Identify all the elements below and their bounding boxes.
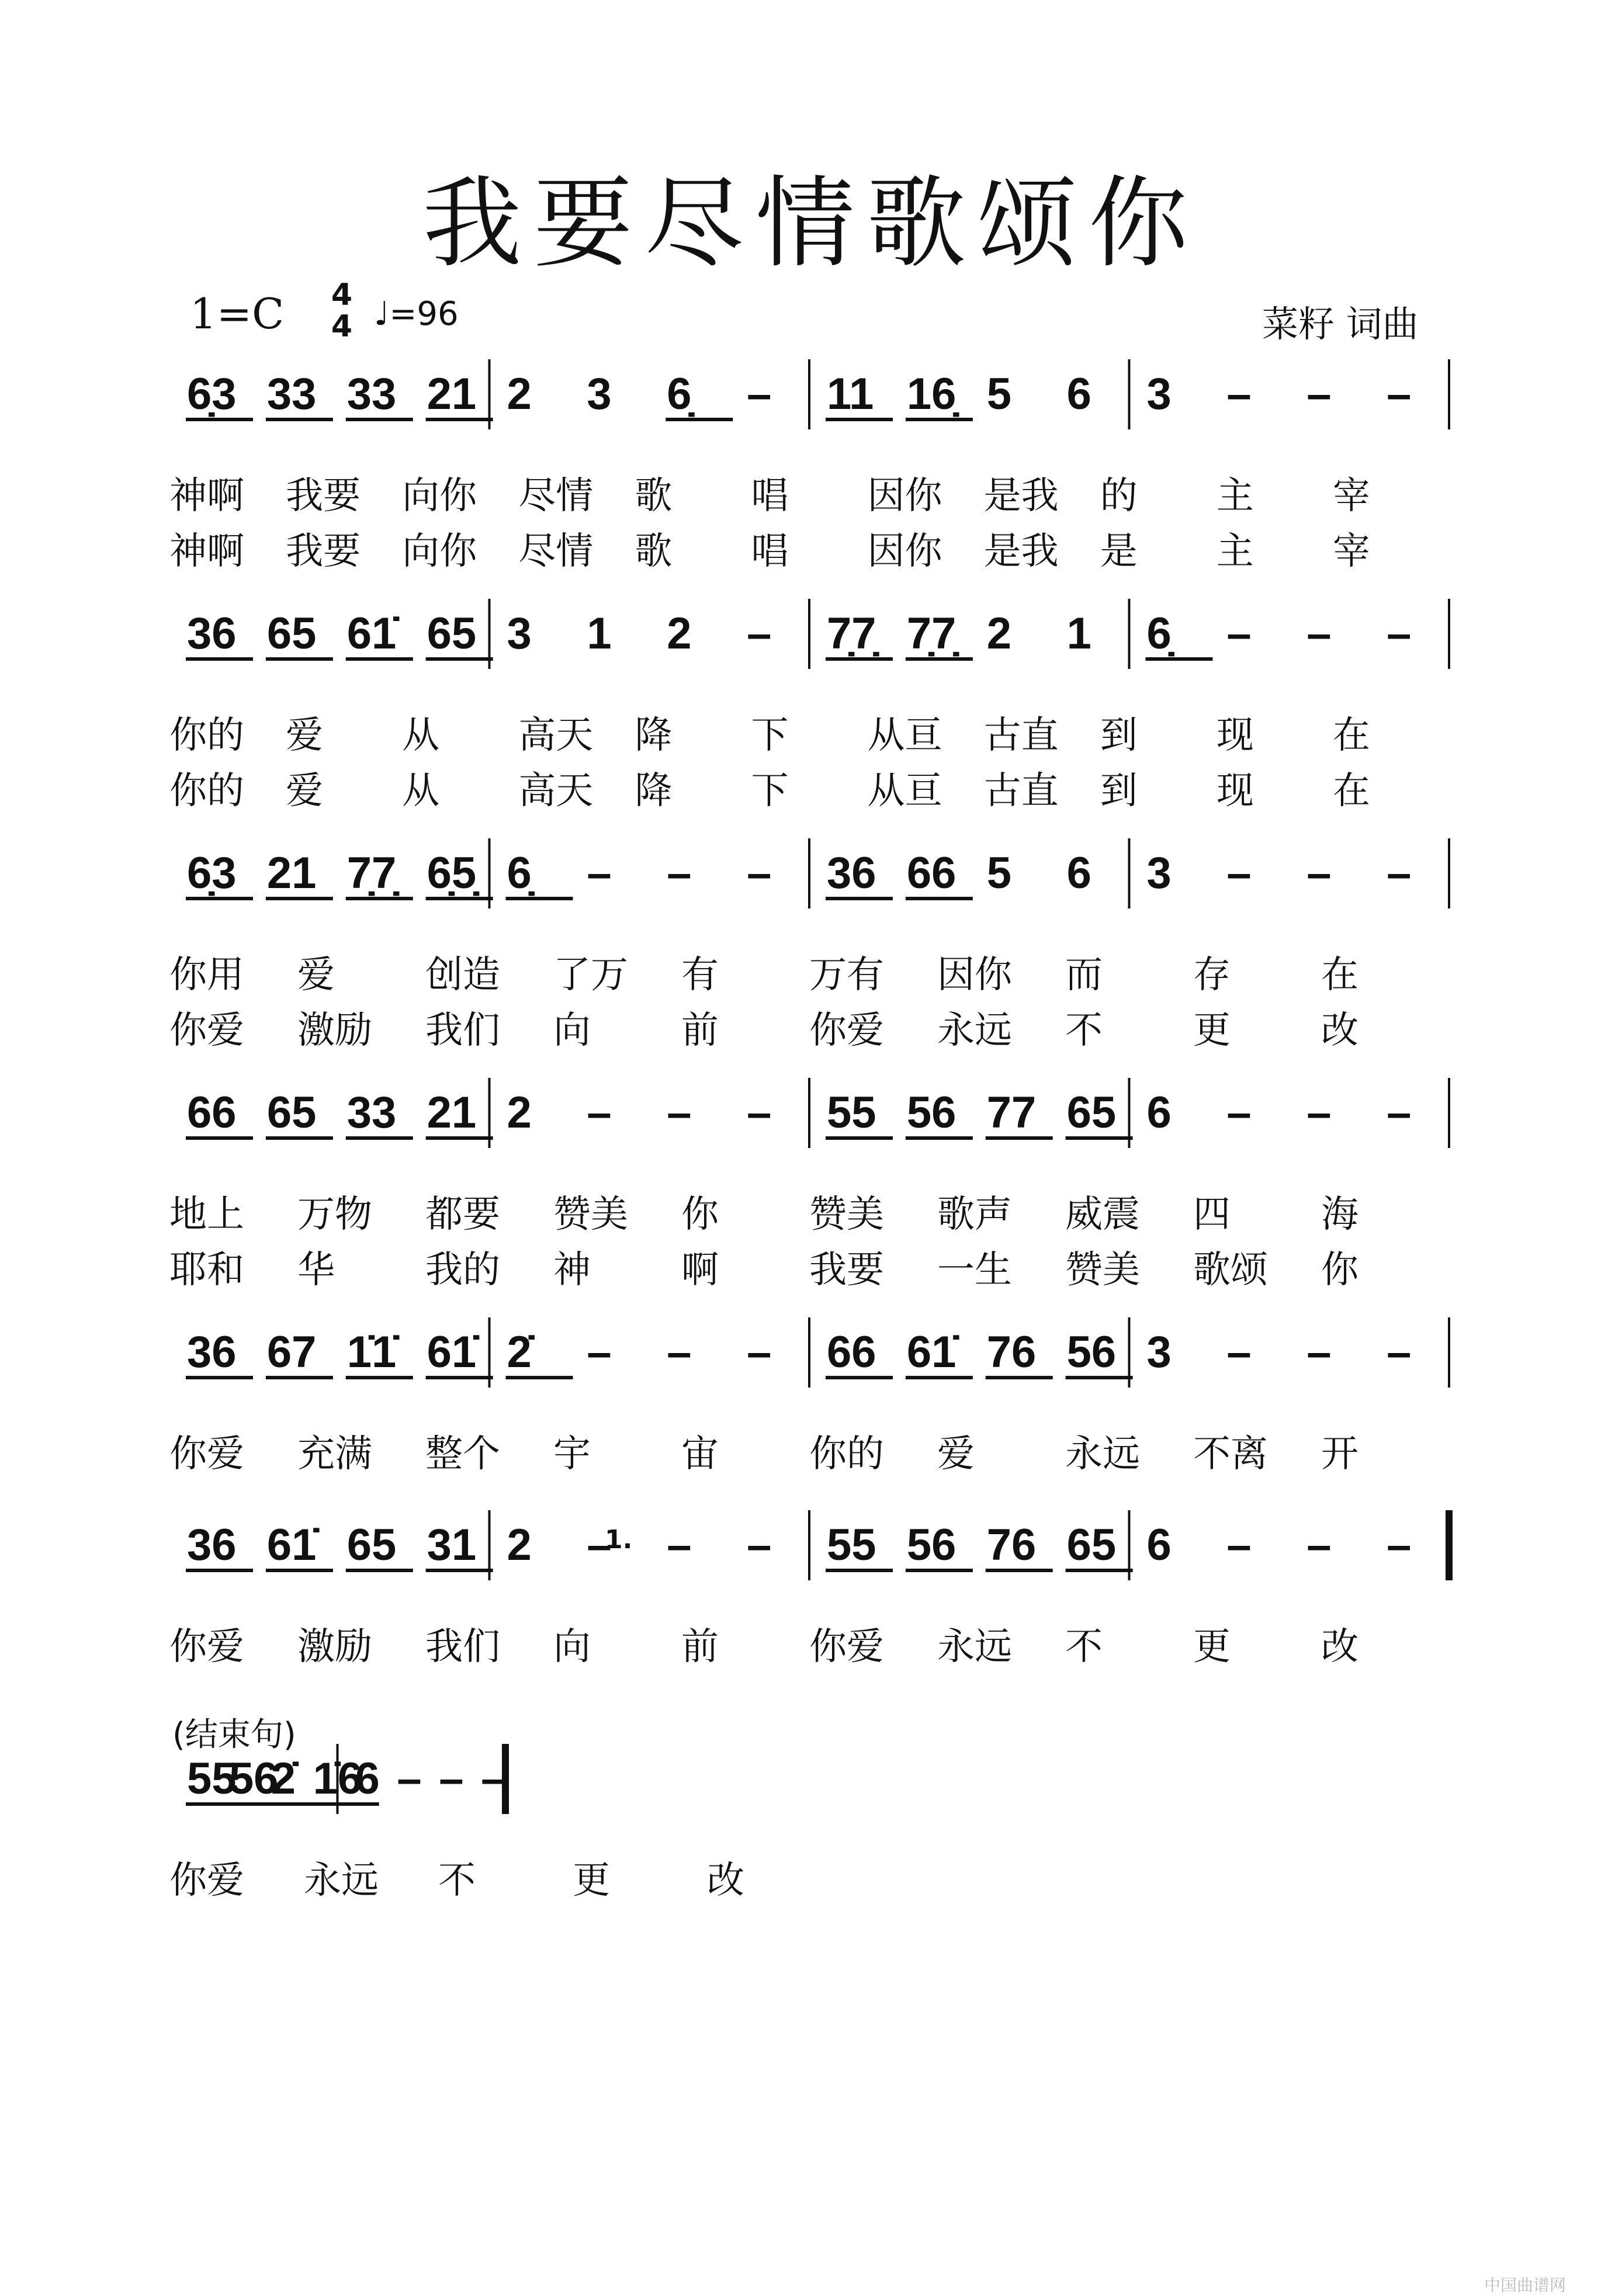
note-token: 1	[587, 609, 612, 658]
note-token: 56	[228, 1754, 279, 1803]
note-token: 56	[906, 1520, 956, 1570]
note-token: 33	[266, 369, 317, 419]
note-token: –	[667, 848, 692, 898]
lyric-word: 存	[1193, 953, 1231, 997]
lyric-word: 四	[1193, 1193, 1231, 1236]
lyric-word: 是我	[983, 474, 1059, 518]
composer-credit: 菜籽 词曲	[1262, 303, 1419, 345]
note-token: –	[1306, 609, 1332, 658]
lyric-word: 不	[1065, 1625, 1103, 1669]
lyric-word: 而	[1065, 953, 1103, 997]
note-token: 65	[1066, 1088, 1117, 1137]
lyric-word: 从	[402, 769, 440, 813]
lyric-word: 华	[297, 1248, 335, 1292]
site-watermark: 中国曲谱网	[1484, 2276, 1566, 2295]
lyric-word: 爱	[286, 714, 324, 757]
lyric-word: 到	[1100, 714, 1138, 757]
note-token: –	[747, 1520, 772, 1570]
lyric-word: 我要	[809, 1248, 884, 1292]
note-token: –	[747, 1327, 772, 1377]
lyric-word: 向	[553, 1009, 591, 1052]
ending-label: (结束句)	[172, 1716, 296, 1754]
lyric-word: 改	[1321, 1625, 1358, 1669]
lyric-word: 的	[1100, 474, 1138, 518]
note-token: 6	[1066, 848, 1091, 898]
lyric-word: 宰	[1332, 474, 1370, 518]
lyric-word: 古直	[983, 714, 1059, 757]
lyric-word: 爱	[937, 1433, 975, 1476]
note-token: 36	[187, 609, 237, 658]
lyric-word: 不	[438, 1859, 476, 1902]
note-token: 2̇	[507, 1327, 532, 1377]
note-token: 33	[346, 1088, 397, 1137]
lyric-word: 唱	[751, 530, 789, 573]
lyric-word: 更	[1193, 1009, 1231, 1052]
note-token: 65	[266, 609, 317, 658]
note-token: 65	[346, 1520, 397, 1570]
note-token: 1	[1066, 609, 1091, 658]
note-token: 65	[266, 1088, 317, 1137]
note-token: 6̣3	[187, 369, 237, 419]
note-token: –	[1387, 369, 1412, 419]
lyric-word: 永远	[1065, 1433, 1140, 1476]
note-token: –	[587, 1520, 612, 1570]
lyric-word: 更	[573, 1859, 610, 1902]
note-token: 36	[827, 848, 876, 898]
lyric-word: 整个	[425, 1433, 500, 1476]
lyric-word: 因你	[867, 474, 942, 518]
note-token: 3	[1146, 1327, 1172, 1377]
note-token: 65	[1066, 1520, 1117, 1570]
lyric-word: 充满	[297, 1433, 372, 1476]
lyric-word: 下	[751, 769, 789, 813]
note-token: 7̣7̣	[346, 848, 397, 898]
note-token: –	[1306, 369, 1332, 419]
note-token: 21	[266, 848, 317, 898]
note-token: –	[747, 1088, 772, 1137]
note-token: 7̣7̣	[827, 609, 876, 658]
note-token: –	[667, 1088, 692, 1137]
note-token: 21	[427, 369, 477, 419]
note-token: 66	[187, 1088, 237, 1137]
lyric-word: 在	[1332, 714, 1370, 757]
note-token: 61̇	[266, 1520, 317, 1570]
note-token: 3	[1146, 848, 1172, 898]
lyric-word: 主	[1216, 530, 1254, 573]
lyric-word: 尽情	[518, 530, 594, 573]
meter-top: 4	[331, 278, 353, 313]
note-token: –	[1306, 1327, 1332, 1377]
note-token: 6̣3	[187, 848, 237, 898]
note-token: 56	[906, 1088, 956, 1137]
note-token: 2	[667, 609, 692, 658]
lyric-word: 啊	[681, 1248, 719, 1292]
lyric-word: 赞美	[1065, 1248, 1140, 1292]
lyric-word: 你爱	[169, 1859, 244, 1902]
lyric-word: 向	[553, 1625, 591, 1669]
lyric-word: 我要	[286, 530, 361, 573]
note-token: –	[1387, 848, 1412, 898]
note-token: –	[1226, 369, 1252, 419]
lyric-word: 从	[402, 714, 440, 757]
lyric-word: 你爱	[809, 1625, 884, 1669]
lyric-word: 耶和	[169, 1248, 244, 1292]
lyric-word: 地上	[169, 1193, 244, 1236]
lyric-word: 我要	[286, 474, 361, 518]
lyric-word: 高天	[518, 769, 594, 813]
note-token: 2	[507, 1088, 532, 1137]
note-token: 55	[187, 1754, 237, 1803]
note-token: –	[747, 609, 772, 658]
note-token: –	[1387, 1520, 1412, 1570]
lyric-word: 降	[635, 714, 673, 757]
note-token: 67	[266, 1327, 317, 1377]
note-token: 5	[986, 848, 1012, 898]
lyric-word: 赞美	[809, 1193, 884, 1236]
lyric-word: 你的	[809, 1433, 884, 1476]
lyric-word: 因你	[937, 953, 1012, 997]
note-token: 6̣5̣	[427, 848, 477, 898]
lyric-word: 你爱	[809, 1009, 884, 1052]
lyric-word: 神	[553, 1248, 591, 1292]
note-token: 2	[507, 369, 532, 419]
lyric-word: 你的	[169, 714, 244, 757]
note-token: 55	[827, 1088, 876, 1137]
lyric-word: 我们	[425, 1009, 500, 1052]
lyric-word: 激励	[297, 1009, 372, 1052]
lyric-word: 主	[1216, 474, 1254, 518]
note-token: 36	[187, 1520, 237, 1570]
lyric-word: 威震	[1065, 1193, 1140, 1236]
note-token: 56	[1066, 1327, 1117, 1377]
note-token: –	[1226, 848, 1252, 898]
lyric-word: 更	[1193, 1625, 1231, 1669]
note-token: 61̇	[427, 1327, 477, 1377]
note-token: 2	[507, 1520, 532, 1570]
lyric-word: 赞美	[553, 1193, 628, 1236]
lyric-word: 歌声	[937, 1193, 1012, 1236]
lyric-word: 你爱	[169, 1009, 244, 1052]
lyric-word: 因你	[867, 530, 942, 573]
note-token: –	[1226, 1520, 1252, 1570]
lyric-word: 从亘	[867, 769, 942, 813]
lyric-word: 有	[681, 953, 719, 997]
note-token: –	[397, 1754, 422, 1803]
note-token: 11	[827, 369, 874, 419]
lyric-word: 前	[681, 1009, 719, 1052]
lyric-word: 都要	[425, 1193, 500, 1236]
key-signature: 1=C	[190, 289, 285, 338]
note-token: –	[587, 1088, 612, 1137]
note-token: 31	[427, 1520, 477, 1570]
lyric-word: 创造	[425, 953, 500, 997]
note-token: 2̇	[271, 1754, 296, 1803]
note-token: –	[439, 1754, 464, 1803]
note-token: –	[587, 848, 612, 898]
lyric-word: 向你	[402, 474, 477, 518]
lyric-word: 神啊	[169, 530, 244, 573]
lyric-word: 是我	[983, 530, 1059, 573]
note-token: –	[667, 1520, 692, 1570]
lyric-word: 在	[1332, 769, 1370, 813]
note-token: 61̇	[906, 1327, 956, 1377]
lyric-word: 尽情	[518, 474, 594, 518]
note-token: 3	[587, 369, 612, 419]
note-token: 2	[986, 609, 1012, 658]
lyric-word: 神啊	[169, 474, 244, 518]
note-token: 6̣	[507, 848, 532, 898]
lyric-word: 万有	[809, 953, 884, 997]
volta-mark: 1.	[605, 1525, 633, 1555]
lyric-word: 唱	[751, 474, 789, 518]
note-token: 65	[427, 609, 477, 658]
lyric-word: 现	[1216, 714, 1254, 757]
lyric-word: 永远	[937, 1625, 1012, 1669]
meter-bottom: 4	[331, 309, 353, 344]
note-token: –	[747, 369, 772, 419]
lyric-word: 不	[1065, 1009, 1103, 1052]
note-token: 76	[986, 1327, 1037, 1377]
lyric-word: 我们	[425, 1625, 500, 1669]
lyric-word: 现	[1216, 769, 1254, 813]
lyric-word: 永远	[937, 1009, 1012, 1052]
note-token: –	[1306, 1520, 1332, 1570]
lyric-word: 宰	[1332, 530, 1370, 573]
lyric-word: 宇	[553, 1433, 591, 1476]
note-token: –	[1306, 1088, 1332, 1137]
note-token: 1̇1̇	[346, 1327, 397, 1377]
lyric-word: 高天	[518, 714, 594, 757]
lyric-word: 海	[1321, 1193, 1358, 1236]
lyric-word: 歌	[635, 474, 673, 518]
lyric-word: 在	[1321, 953, 1358, 997]
note-token: 3	[507, 609, 532, 658]
note-token: 55	[827, 1520, 876, 1570]
note-token: –	[1387, 1327, 1412, 1377]
note-token: 6	[1146, 1520, 1172, 1570]
note-token: –	[667, 1327, 692, 1377]
note-token: –	[1306, 848, 1332, 898]
tempo-marking: ♩=96	[374, 295, 459, 333]
note-token: 1̇6	[313, 1754, 363, 1803]
lyric-word: 激励	[297, 1625, 372, 1669]
note-token: 76	[986, 1520, 1037, 1570]
note-token: 77	[986, 1088, 1037, 1137]
lyric-word: 你用	[169, 953, 244, 997]
lyric-word: 万物	[297, 1193, 372, 1236]
lyric-word: 爱	[286, 769, 324, 813]
note-token: 61̇	[346, 609, 397, 658]
note-token: –	[747, 848, 772, 898]
lyric-word: 到	[1100, 769, 1138, 813]
lyric-word: 前	[681, 1625, 719, 1669]
lyric-word: 宙	[681, 1433, 719, 1476]
lyric-word: 歌	[635, 530, 673, 573]
note-token: 6̣	[667, 369, 692, 419]
lyric-word: 改	[1321, 1009, 1358, 1052]
note-token: 6̣	[1146, 609, 1172, 658]
note-token: –	[587, 1327, 612, 1377]
note-token: 16̣	[906, 369, 956, 419]
lyric-word: 我的	[425, 1248, 500, 1292]
lyric-word: 爱	[297, 953, 335, 997]
lyric-word: 古直	[983, 769, 1059, 813]
lyric-word: 是	[1100, 530, 1138, 573]
lyric-word: 从亘	[867, 714, 942, 757]
note-token: 66	[906, 848, 956, 898]
lyric-word: 歌颂	[1193, 1248, 1268, 1292]
lyric-word: 永远	[304, 1859, 379, 1902]
note-token: –	[481, 1754, 506, 1803]
lyric-word: 下	[751, 714, 789, 757]
lyric-word: 一生	[937, 1248, 1012, 1292]
note-token: –	[1226, 1327, 1252, 1377]
lyric-word: 降	[635, 769, 673, 813]
note-token: –	[1387, 1088, 1412, 1137]
note-token: 21	[427, 1088, 477, 1137]
note-token: 7̣7̣	[906, 609, 956, 658]
note-token: –	[1226, 609, 1252, 658]
lyric-word: 开	[1321, 1433, 1358, 1476]
note-token: 36	[187, 1327, 237, 1377]
note-token: 66	[827, 1327, 876, 1377]
note-token: –	[1387, 609, 1412, 658]
lyric-word: 你	[1321, 1248, 1358, 1292]
lyric-word: 你的	[169, 769, 244, 813]
note-token: 33	[346, 369, 397, 419]
note-token: –	[1226, 1088, 1252, 1137]
lyric-word: 了万	[553, 953, 628, 997]
note-token: 6	[1146, 1088, 1172, 1137]
lyric-word: 你爱	[169, 1433, 244, 1476]
note-token: 6	[355, 1754, 380, 1803]
lyric-word: 不离	[1193, 1433, 1268, 1476]
lyric-word: 向你	[402, 530, 477, 573]
lyric-word: 你	[681, 1193, 719, 1236]
note-token: 3	[1146, 369, 1172, 419]
lyric-word: 你爱	[169, 1625, 244, 1669]
note-token: 5	[986, 369, 1012, 419]
lyric-word: 改	[707, 1859, 744, 1902]
note-token: 6	[1066, 369, 1091, 419]
song-title: 我要尽情歌颂你	[422, 166, 1200, 282]
